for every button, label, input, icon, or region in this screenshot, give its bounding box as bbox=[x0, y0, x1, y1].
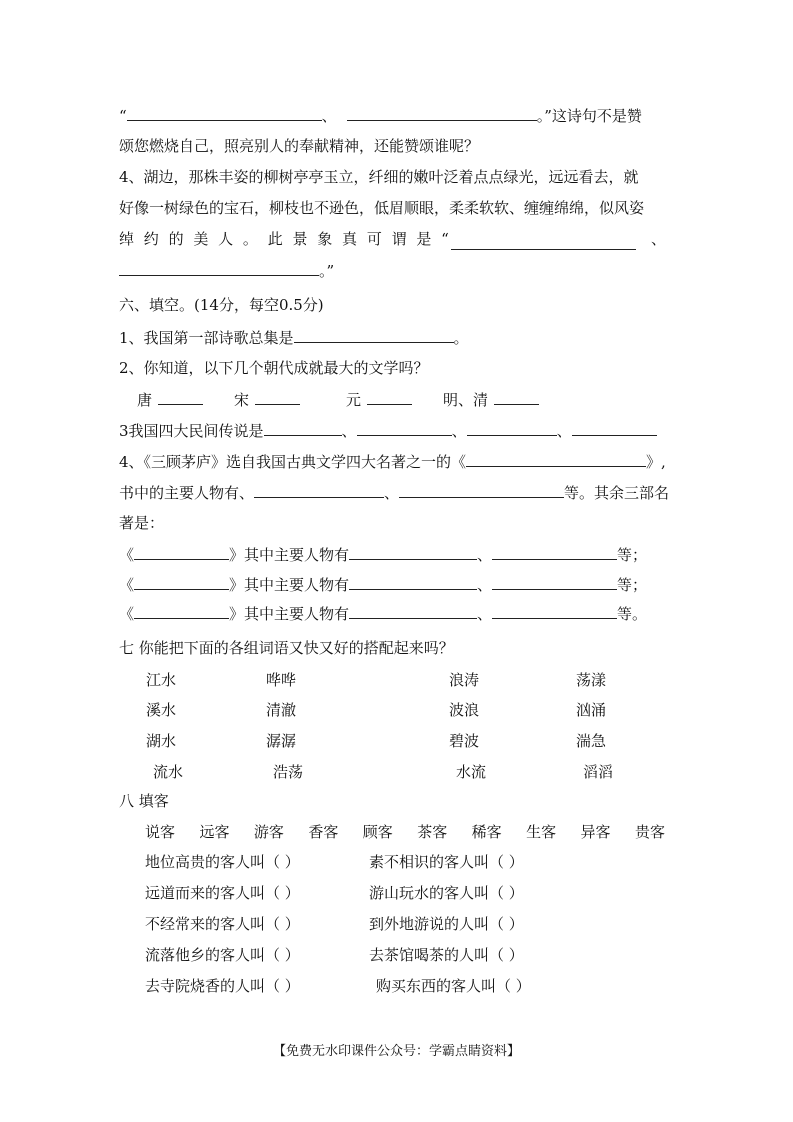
answer-blank[interactable] bbox=[492, 573, 617, 590]
option-word: 茶客 bbox=[417, 823, 448, 841]
fill-item[interactable]: 到外地游说的人叫（ ） bbox=[369, 915, 524, 933]
answer-blank[interactable] bbox=[158, 388, 203, 405]
fill-item[interactable]: 游山玩水的客人叫（ ） bbox=[369, 884, 524, 902]
book-row-3 bbox=[119, 602, 647, 625]
spaced-char: 约 bbox=[143, 230, 159, 248]
answer-blank[interactable] bbox=[451, 233, 636, 250]
book-bracket: 《 bbox=[119, 546, 135, 564]
line-end-text: 。 bbox=[453, 329, 469, 347]
line-end-text: 。” bbox=[319, 262, 335, 280]
answer-blank[interactable] bbox=[367, 388, 412, 405]
spaced-char: 是 bbox=[416, 230, 432, 248]
spaced-char: 。 bbox=[242, 230, 258, 248]
footer-watermark-text: 【免费无水印课件公众号：学霸点睛资料】 bbox=[272, 1044, 520, 1059]
question-text: 著是： bbox=[119, 514, 165, 532]
word-item[interactable]: 浪涛 bbox=[449, 671, 480, 689]
spaced-line bbox=[119, 228, 674, 250]
word-item[interactable]: 江水 bbox=[146, 671, 177, 689]
answer-blank[interactable] bbox=[494, 388, 539, 405]
book-bracket: 《 bbox=[119, 576, 135, 594]
option-word: 生客 bbox=[526, 823, 557, 841]
spaced-char: 绰 bbox=[119, 230, 135, 248]
guest-options bbox=[145, 821, 665, 843]
dynasty-label: 宋 bbox=[234, 391, 250, 409]
dynasty-label: 唐 bbox=[137, 391, 153, 409]
answer-blank[interactable] bbox=[467, 419, 557, 436]
spaced-char: 此 bbox=[267, 230, 283, 248]
word-item[interactable]: 哗哗 bbox=[266, 671, 297, 689]
answer-blank[interactable] bbox=[134, 573, 229, 590]
answer-blank[interactable] bbox=[264, 419, 342, 436]
answer-blank[interactable] bbox=[254, 481, 384, 498]
question-text: 3我国四大民间传说是 bbox=[119, 422, 264, 440]
section-6-title: 六、填空。(14分，每空0.5分) bbox=[119, 296, 324, 314]
spaced-char: 景 bbox=[292, 230, 308, 248]
answer-blank[interactable] bbox=[134, 543, 229, 560]
spaced-char: “ bbox=[441, 230, 449, 248]
dynasty-label: 元 bbox=[346, 391, 362, 409]
question-4-characters bbox=[119, 481, 669, 504]
spaced-char: 真 bbox=[342, 230, 358, 248]
line-end-text: 等； bbox=[617, 576, 648, 594]
question-text: 4、《三顾茅庐》选自我国古典文学四大名著之一的《 bbox=[119, 453, 467, 471]
book-text: 》其中主要人物有 bbox=[229, 605, 350, 623]
answer-blank[interactable] bbox=[399, 481, 564, 498]
spaced-char: 的 bbox=[168, 230, 184, 248]
answer-blank[interactable] bbox=[347, 104, 537, 121]
paragraph-line: 好像一树绿色的宝石，柳枝也不逊色，低眉顺眼，柔柔软软、缠缠绵绵，似风姿 bbox=[119, 199, 645, 217]
separator: 、 bbox=[384, 484, 400, 502]
question-4-text: 4、湖边，那株丰姿的柳树亭亭玉立，纤细的嫩叶泛着点点绿光，远远看去，就 bbox=[119, 168, 639, 186]
book-row-1 bbox=[119, 543, 647, 566]
spaced-char: 人 bbox=[218, 230, 234, 248]
line-end-text: 等； bbox=[617, 546, 648, 564]
word-item[interactable]: 湖水 bbox=[146, 732, 177, 750]
dynasty-yuan bbox=[346, 388, 412, 411]
spaced-char: 谓 bbox=[391, 230, 407, 248]
fill-item[interactable]: 去寺院烧香的人叫（ ） bbox=[145, 977, 300, 995]
answer-blank[interactable] bbox=[349, 602, 477, 619]
spaced-char: 美 bbox=[193, 230, 209, 248]
book-text: 》其中主要人物有 bbox=[229, 546, 350, 564]
question-text: 1、我国第一部诗歌总集是 bbox=[119, 329, 294, 347]
option-word: 香客 bbox=[308, 823, 339, 841]
option-word: 顾客 bbox=[362, 823, 393, 841]
answer-blank[interactable] bbox=[357, 419, 452, 436]
fill-item[interactable]: 素不相识的客人叫（ ） bbox=[369, 853, 524, 871]
answer-blank[interactable] bbox=[294, 326, 454, 343]
fill-item[interactable]: 去茶馆喝茶的人叫（ ） bbox=[369, 946, 524, 964]
separator: 、 bbox=[321, 107, 337, 125]
book-text: 》其中主要人物有 bbox=[229, 576, 350, 594]
separator: 、 bbox=[556, 422, 572, 440]
word-item[interactable]: 潺潺 bbox=[266, 732, 297, 750]
question-3 bbox=[119, 419, 657, 442]
answer-blank[interactable] bbox=[572, 419, 657, 436]
separator: 、 bbox=[477, 546, 493, 564]
word-item[interactable]: 荡漾 bbox=[576, 671, 607, 689]
spaced-char: 象 bbox=[317, 230, 333, 248]
line-end-text: 》, bbox=[646, 453, 666, 471]
separator: 、 bbox=[341, 422, 357, 440]
line-end-text: 。”这诗句不是赞 bbox=[536, 107, 642, 125]
open-quote: “ bbox=[119, 107, 127, 125]
word-item[interactable]: 滔滔 bbox=[583, 763, 614, 781]
dynasty-tang bbox=[137, 388, 203, 411]
answer-blank[interactable] bbox=[492, 543, 617, 560]
separator: 、 bbox=[651, 230, 667, 248]
question-2: 2、你知道，以下几个朝代成就最大的文学吗？ bbox=[119, 359, 429, 377]
option-word: 稀客 bbox=[471, 823, 502, 841]
line-end-text: 等。 bbox=[617, 605, 648, 623]
paragraph-line bbox=[119, 259, 334, 282]
fill-item[interactable]: 地位高贵的客人叫（ ） bbox=[145, 853, 300, 871]
book-row-2 bbox=[119, 573, 647, 596]
fill-item[interactable]: 远道而来的客人叫（ ） bbox=[145, 884, 300, 902]
paragraph-line: 颂您燃烧自己，照亮别人的奉献精神，还能赞颂谁呢？ bbox=[119, 137, 480, 155]
spaced-char: 可 bbox=[366, 230, 382, 248]
answer-blank[interactable] bbox=[119, 259, 319, 276]
word-item[interactable]: 流水 bbox=[153, 763, 184, 781]
question-text: 书中的主要人物有、 bbox=[119, 484, 255, 502]
fill-item[interactable]: 流落他乡的客人叫（ ） bbox=[145, 946, 300, 964]
word-item[interactable]: 波浪 bbox=[449, 701, 480, 719]
answer-blank[interactable] bbox=[349, 543, 477, 560]
separator: 、 bbox=[451, 422, 467, 440]
dynasty-song bbox=[234, 388, 300, 411]
word-item[interactable]: 溪水 bbox=[146, 701, 177, 719]
separator: 、 bbox=[477, 605, 493, 623]
word-item[interactable]: 浩荡 bbox=[273, 763, 304, 781]
answer-blank[interactable] bbox=[466, 450, 646, 467]
section-8-title: 八 填客 bbox=[119, 792, 169, 810]
dynasty-ming-qing bbox=[443, 388, 539, 411]
fill-item[interactable]: 不经常来的客人叫（ ） bbox=[145, 915, 300, 933]
option-word: 说客 bbox=[145, 823, 176, 841]
option-word: 贵客 bbox=[634, 823, 665, 841]
word-item[interactable]: 湍急 bbox=[576, 732, 607, 750]
question-4 bbox=[119, 450, 666, 473]
option-word: 异客 bbox=[580, 823, 611, 841]
answer-blank[interactable] bbox=[255, 388, 300, 405]
answer-blank[interactable] bbox=[492, 602, 617, 619]
dynasty-label: 明、清 bbox=[443, 391, 489, 409]
spaced-words bbox=[119, 228, 449, 250]
section-7-title: 七 你能把下面的各组词语又快又好的搭配起来吗？ bbox=[119, 639, 454, 657]
word-item[interactable]: 清澈 bbox=[266, 701, 297, 719]
word-item[interactable]: 汹涌 bbox=[576, 701, 607, 719]
option-word: 游客 bbox=[253, 823, 284, 841]
answer-blank[interactable] bbox=[127, 104, 322, 121]
question-1 bbox=[119, 326, 469, 349]
word-item[interactable]: 水流 bbox=[456, 763, 487, 781]
line-end-text: 等。其余三部名 bbox=[564, 484, 670, 502]
separator: 、 bbox=[477, 576, 493, 594]
answer-blank[interactable] bbox=[349, 573, 477, 590]
word-item[interactable]: 碧波 bbox=[449, 732, 480, 750]
option-word: 远客 bbox=[199, 823, 230, 841]
fill-item[interactable]: 购买东西的客人叫（ ） bbox=[376, 977, 531, 995]
poem-fill-line bbox=[119, 104, 642, 127]
answer-blank[interactable] bbox=[134, 602, 229, 619]
book-bracket: 《 bbox=[119, 605, 135, 623]
